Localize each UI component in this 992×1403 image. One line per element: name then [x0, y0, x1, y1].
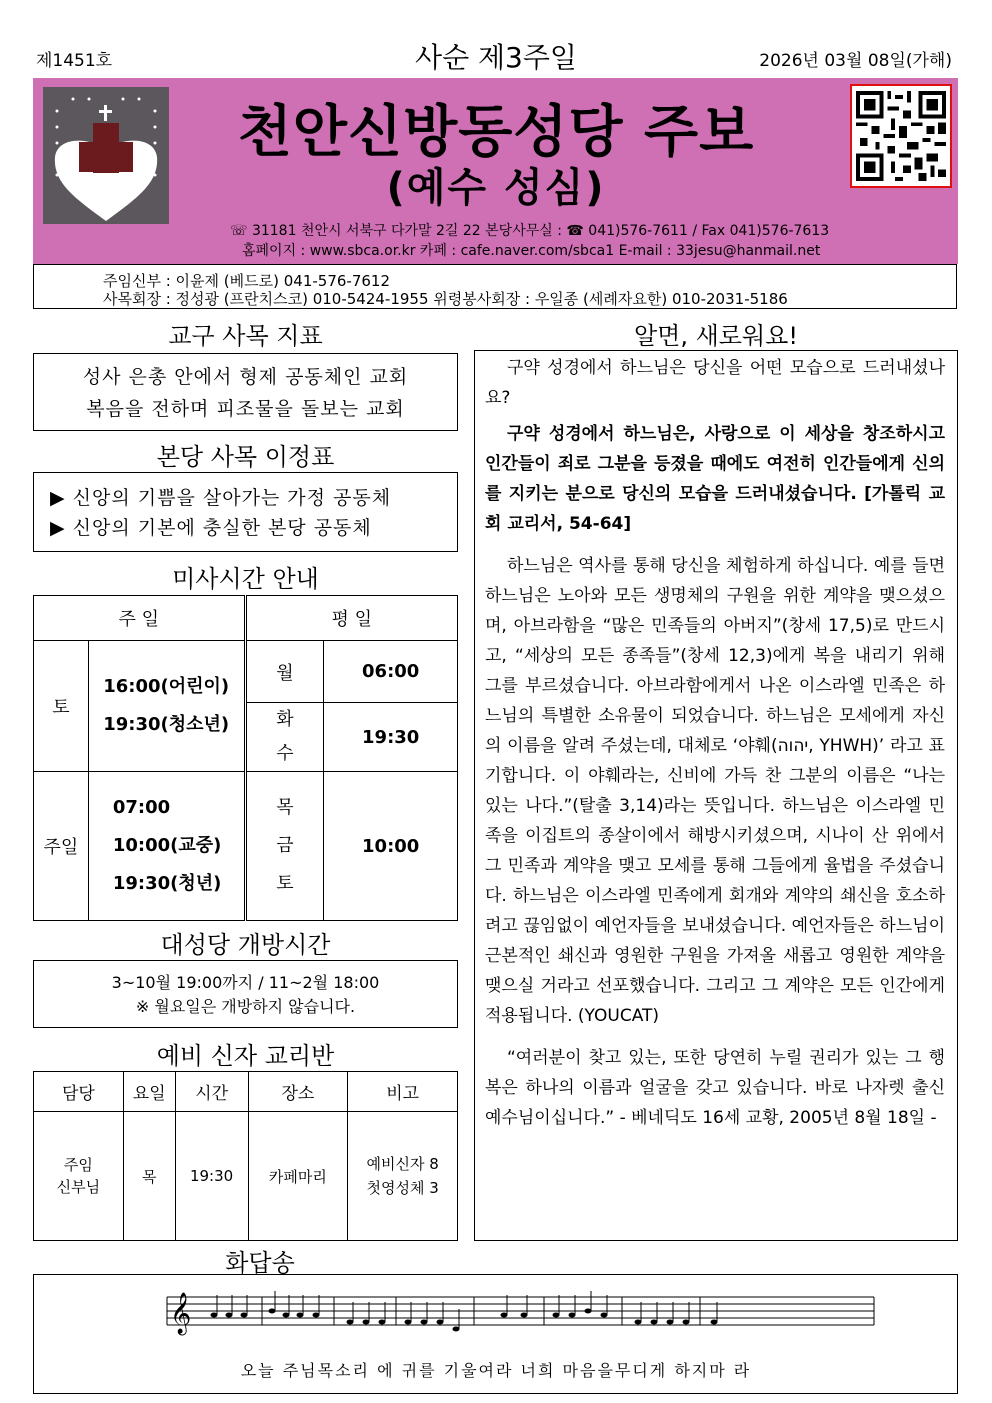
open-hours-heading: 대성당 개방시간 [160, 931, 331, 959]
parish-heading: 본당 사목 이정표 [156, 443, 335, 471]
article-quote: “여러분이 찾고 있는, 또한 당연히 누릴 권리가 있는 그 행복은 하나의 이름과 얼굴을 갖고 있습니다. 바로 나자렛 출신 예수님이십니다.” - 베네딕도 16세 교황, 2005년 8월 18일 - [485, 1048, 945, 1128]
article-box [474, 350, 958, 1241]
place-cell: 카페마리 [248, 1112, 348, 1241]
friday-label: 금 [276, 835, 294, 856]
psalm-heading: 화답송 [225, 1249, 295, 1277]
teacher-line-1: 주임 [63, 1156, 93, 1174]
tue-wed-time: 19:30 [324, 703, 458, 772]
parish-line-1: ▶ 신앙의 기쁨을 살아가는 가정 공동체 [50, 487, 392, 509]
note-line-2: 첫영성체 3 [366, 1179, 439, 1197]
sunday-label: 주일 [34, 772, 89, 921]
weekday-mass-header: 평 일 [245, 596, 457, 641]
teacher-line-2: 신부님 [56, 1178, 101, 1196]
article-question: 구약 성경에서 하느님은 당신을 어떤 모습으로 드러내셨나요? [485, 358, 945, 408]
parish-line-2: ▶ 신앙의 기본에 충실한 본당 공동체 [50, 517, 372, 539]
mass-heading: 미사시간 안내 [172, 565, 319, 593]
thu-fri-sat-label [245, 772, 324, 921]
thu-fri-sat-time: 10:00 [324, 772, 458, 921]
wednesday-label: 수 [276, 743, 294, 764]
saturday-weekday-label: 토 [276, 873, 294, 894]
saturday-label: 토 [34, 641, 89, 772]
article-body: 하느님은 역사를 통해 당신을 체험하게 하십니다. 예를 들면 하느님은 노아와 모든 생명체의 구원을 위한 계약을 맺으셨으며, 아브라함을 “많은 민족들의 아버지”(창세 17,5)로 만드시고, “세상의 모든 종족들”(창세 12,3)에게 복을 내리기 위해 그를 부르셨습니다. 아브라함에게서 나온 이스라엘 민족은 하느님의 특별한 소유물이 되었습니다. 하느님은 모세에게 자신의 이름을 알려 주셨는데, 대체로 ‘야훼(יהוה, YHWH)’ 라고 표기합니다. 이 야훼라는, 신비에 가득 찬 그분의 이름은 “나는 있는 나다.”(탈출 3,14)라는 뜻입니다. 하느님은 이스라엘 민족을 이집트의 종살이에서 해방시키셨으며, 시나이 산 위에서 그 민족과 계약을 맺고 모세를 통해 그들에게 율법을 주셨습니다. 하느님은 이스라엘 민족에게 회개와 계약의 쇄신을 호소하려고 끊임없이 예언자들을 보내셨습니다. 예언자들은 하느님이 근본적인 쇄신과 영원한 구원을 가져올 새롭고 영원한 계약을 맺으실 거라고 선포했습니다. 그리고 그 계약은 모든 인간에게 적용됩니다. (YOUCAT) [485, 556, 945, 1026]
monday-label: 월 [245, 641, 324, 703]
article-heading: 알면, 새로워요! [634, 322, 798, 350]
bulletin-date: 2026년 03월 08일(가해) [759, 51, 952, 71]
parish-box [33, 472, 458, 552]
day-cell: 목 [123, 1112, 175, 1241]
diocese-heading: 교구 사목 지표 [168, 322, 323, 350]
note-cell [348, 1112, 458, 1241]
catechumen-table [33, 1071, 458, 1241]
tue-wed-label [245, 703, 324, 772]
mass-table [33, 595, 458, 921]
teacher-cell [34, 1112, 124, 1241]
saturday-time-2: 19:30(청소년) [103, 714, 230, 735]
pastor-line: 주임신부 : 이윤제 (베드로) 041-576-7612 [103, 272, 390, 290]
diocese-line-2: 복음을 전하며 피조물을 돌보는 교회 [86, 398, 405, 420]
saturday-times [88, 641, 245, 772]
address-line: ☏ 31181 천안시 서북구 다가말 2길 22 본당사무실 : ☎ 041)576-7611 / Fax 041)576-7613 [230, 223, 830, 239]
sunday-time-3: 19:30(청년) [112, 873, 222, 894]
tuesday-label: 화 [276, 709, 294, 730]
col-header-day: 요일 [123, 1072, 175, 1112]
diocese-line-1: 성사 은총 안에서 형제 공동체인 교회 [82, 366, 409, 388]
open-hours-line-2: ※ 월요일은 개방하지 않습니다. [135, 997, 356, 1016]
bulletin-subtitle: (예수 성심) [386, 165, 606, 211]
qr-code-icon [850, 84, 952, 188]
diocese-box [33, 353, 458, 431]
sunday-times [88, 772, 245, 921]
col-header-place: 장소 [248, 1072, 348, 1112]
time-cell: 19:30 [175, 1112, 248, 1241]
col-header-time: 시간 [175, 1072, 248, 1112]
article-answer: 구약 성경에서 하느님은, 사랑으로 이 세상을 창조하시고 인간들이 죄로 그분을 등졌을 때에도 여전히 인간들에게 신의를 지키는 분으로 당신의 모습을 드러내셨습니다. [가톨릭 교회 교리서, 54-64] [485, 424, 945, 534]
council-line: 사목회장 : 정성광 (프란치스코) 010-5424-1955 위령봉사회장 : 우일종 (세례자요한) 010-2031-5186 [103, 290, 788, 308]
catechumen-heading: 예비 신자 교리반 [156, 1042, 335, 1070]
open-hours-box [33, 960, 458, 1028]
monday-time: 06:00 [324, 641, 458, 703]
open-hours-line-1: 3~10월 19:00까지 / 11~2월 18:00 [111, 973, 380, 992]
sunday-mass-header: 주 일 [34, 596, 246, 641]
issue-number: 제1451호 [36, 51, 113, 71]
thursday-label: 목 [276, 797, 294, 818]
note-line-1: 예비신자 8 [366, 1155, 439, 1173]
col-header-teacher: 담당 [34, 1072, 124, 1112]
col-header-note: 비고 [348, 1072, 458, 1112]
svg-text:𝄞: 𝄞 [170, 1293, 192, 1334]
saturday-time-1: 16:00(어린이) [103, 676, 230, 697]
liturgical-sunday: 사순 제3주일 [415, 41, 577, 74]
psalm-lyrics: 오늘 주님목소리 에 귀를 기울여라 너희 마음을무디게 하지마 라 [240, 1361, 752, 1380]
web-contact-line: 홈페이지 : www.sbca.or.kr 카페 : cafe.naver.com/sbca1 E-mail : 33jesu@hanmail.net [242, 243, 821, 259]
sunday-time-2: 10:00(교중) [112, 835, 222, 856]
bulletin-title: 천안신방동성당 주보 [237, 100, 755, 165]
sunday-time-1: 07:00 [112, 797, 171, 818]
